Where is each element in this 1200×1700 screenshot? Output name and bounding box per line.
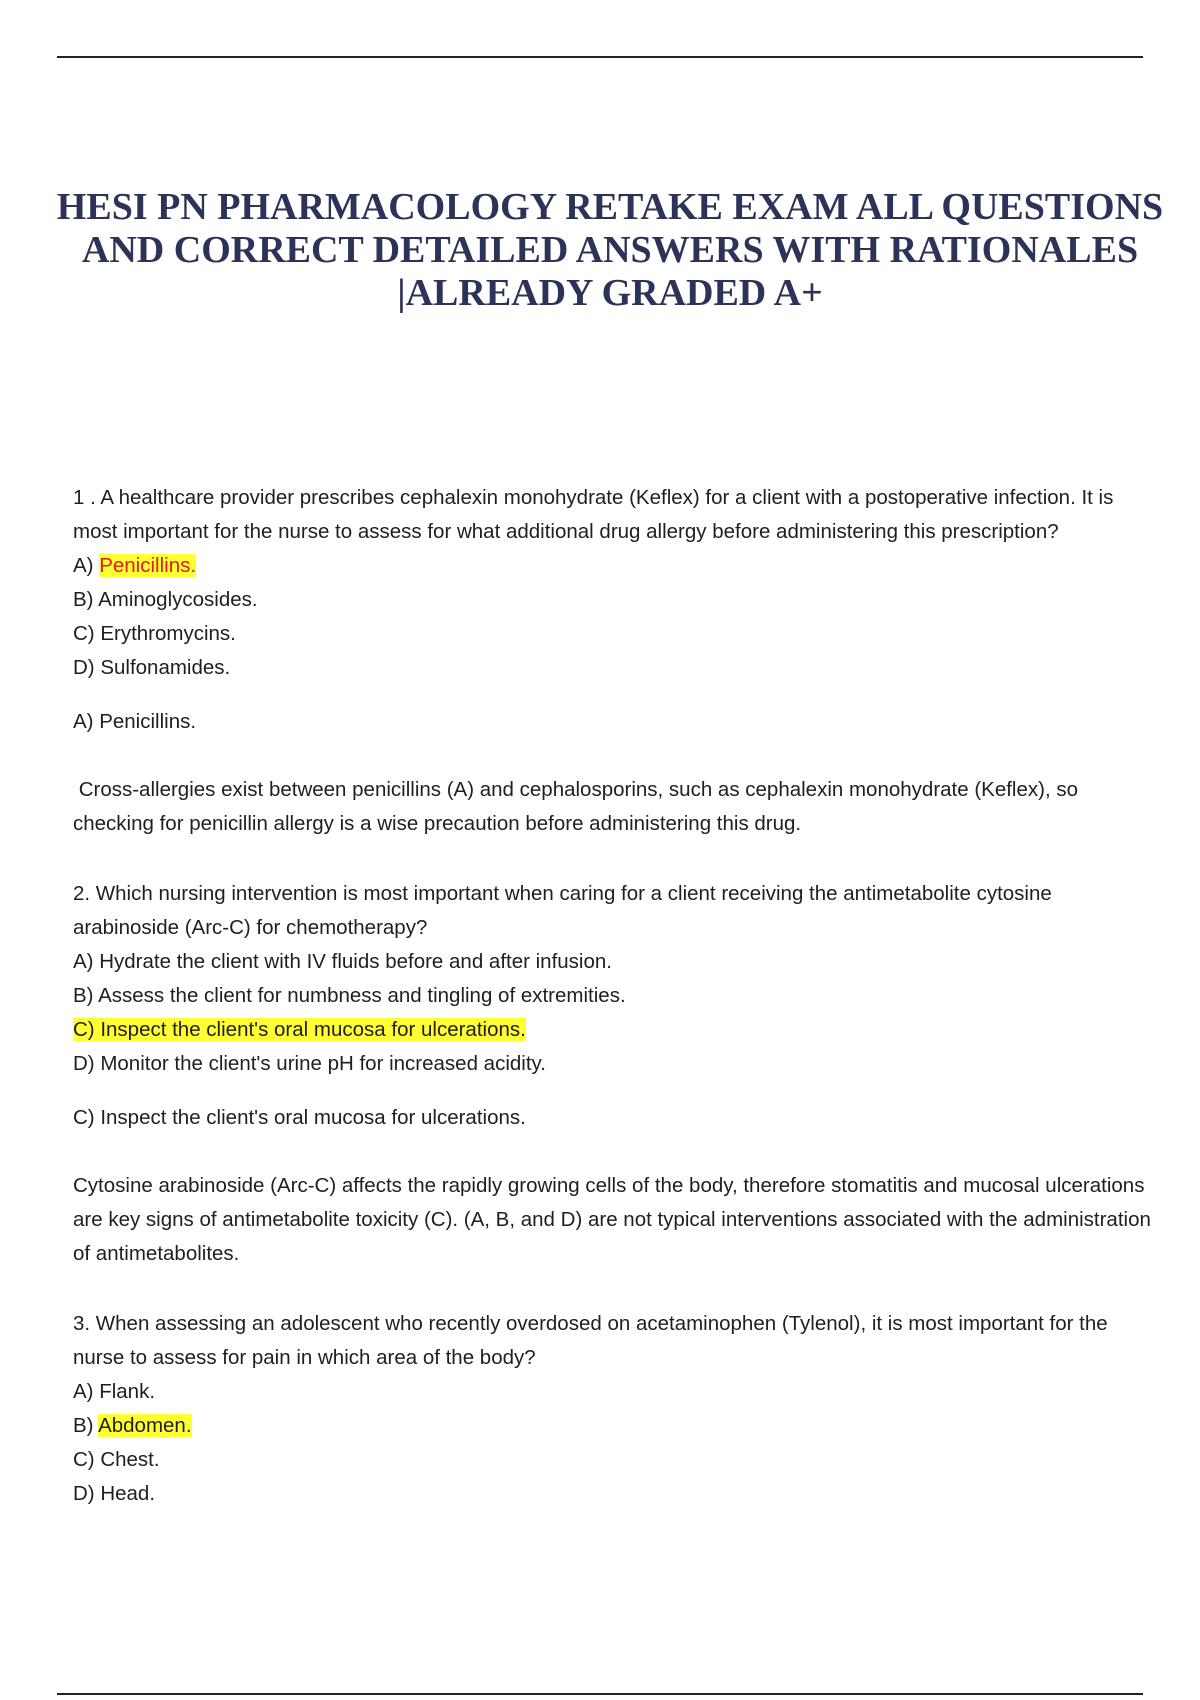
question-2-stem: 2. Which nursing intervention is most important when caring for a client receiving the antimetabolite cytosine arabinoside (Arc-C) for chemotherapy? — [73, 882, 1052, 939]
option-prefix: B) — [73, 588, 99, 611]
option-text: Hydrate the client with IV fluids before and after infusion. — [99, 950, 612, 973]
question-3-option-a — [73, 1375, 1163, 1409]
option-prefix: C) — [73, 1448, 101, 1471]
question-2-rationale: Cytosine arabinoside (Arc-C) affects the rapidly growing cells of the body, therefore stomatitis and mucosal ulcerations are key signs of antimetabolite toxicity (C). (A, B, and D) are not typical interventions associated with the administration of antimetabolites. — [73, 1174, 1151, 1265]
option-prefix: D) — [73, 656, 101, 679]
question-3-option-d — [73, 1477, 1163, 1511]
correct-option-highlight: C) Inspect the client's oral mucosa for ulcerations. — [73, 1018, 526, 1041]
option-text: Sulfonamides. — [100, 656, 231, 679]
option-text: Assess the client for numbness and tingling of extremities. — [98, 984, 626, 1007]
title-line: |ALREADY GRADED A+ — [397, 272, 823, 314]
option-prefix: A) — [73, 1380, 100, 1403]
option-text: Chest. — [100, 1448, 160, 1471]
option-text: Erythromycins. — [100, 622, 236, 645]
question-1-option-b — [73, 583, 1163, 617]
correct-option-highlight: Abdomen. — [98, 1414, 192, 1437]
document-body — [73, 481, 1163, 1511]
option-prefix: B) — [73, 984, 99, 1007]
top-rule — [57, 56, 1143, 58]
question-1-rationale: Cross-allergies exist between penicillins (A) and cephalosporins, such as cephalexin monohydrate (Keflex), so checking for penicillin allergy is a wise precaution before administering this drug. — [73, 778, 1084, 835]
question-1-stem: 1 . A healthcare provider prescribes cephalexin monohydrate (Keflex) for a client with a postoperative infection. It is most important for the nurse to assess for what additional drug allergy before administering this prescription? — [73, 486, 1114, 543]
question-2-option-d — [73, 1047, 1163, 1081]
document-title — [40, 186, 1180, 315]
option-prefix: D) — [73, 1482, 101, 1505]
option-prefix: A) — [73, 950, 100, 973]
title-line: HESI PN PHARMACOLOGY RETAKE EXAM ALL QUESTIONS — [56, 186, 1164, 228]
question-2-answer: C) Inspect the client's oral mucosa for ulcerations. — [73, 1106, 526, 1129]
option-text: Monitor the client's urine pH for increased acidity. — [100, 1052, 546, 1075]
question-1-option-a — [73, 549, 1163, 583]
question-3-option-c — [73, 1443, 1163, 1477]
question-2-option-b — [73, 979, 1163, 1013]
option-text: Aminoglycosides. — [98, 588, 258, 611]
option-text: Head. — [100, 1482, 156, 1505]
correct-option-highlight: Penicillins. — [99, 554, 197, 577]
title-line: AND CORRECT DETAILED ANSWERS WITH RATIONALES — [81, 229, 1139, 271]
option-prefix: A) — [73, 554, 100, 577]
bottom-rule — [57, 1693, 1143, 1695]
option-prefix: D) — [73, 1052, 101, 1075]
question-3-option-b — [73, 1409, 1163, 1443]
question-2-option-a — [73, 945, 1163, 979]
question-1-option-d — [73, 651, 1163, 685]
question-3-stem: 3. When assessing an adolescent who recently overdosed on acetaminophen (Tylenol), it is most important for the nurse to assess for pain in which area of the body? — [73, 1312, 1108, 1369]
option-prefix: B) — [73, 1414, 99, 1437]
question-1-answer: A) Penicillins. — [73, 710, 197, 733]
question-2-option-c — [73, 1013, 1163, 1047]
option-text: Flank. — [99, 1380, 156, 1403]
question-1-option-c — [73, 617, 1163, 651]
option-prefix: C) — [73, 622, 101, 645]
